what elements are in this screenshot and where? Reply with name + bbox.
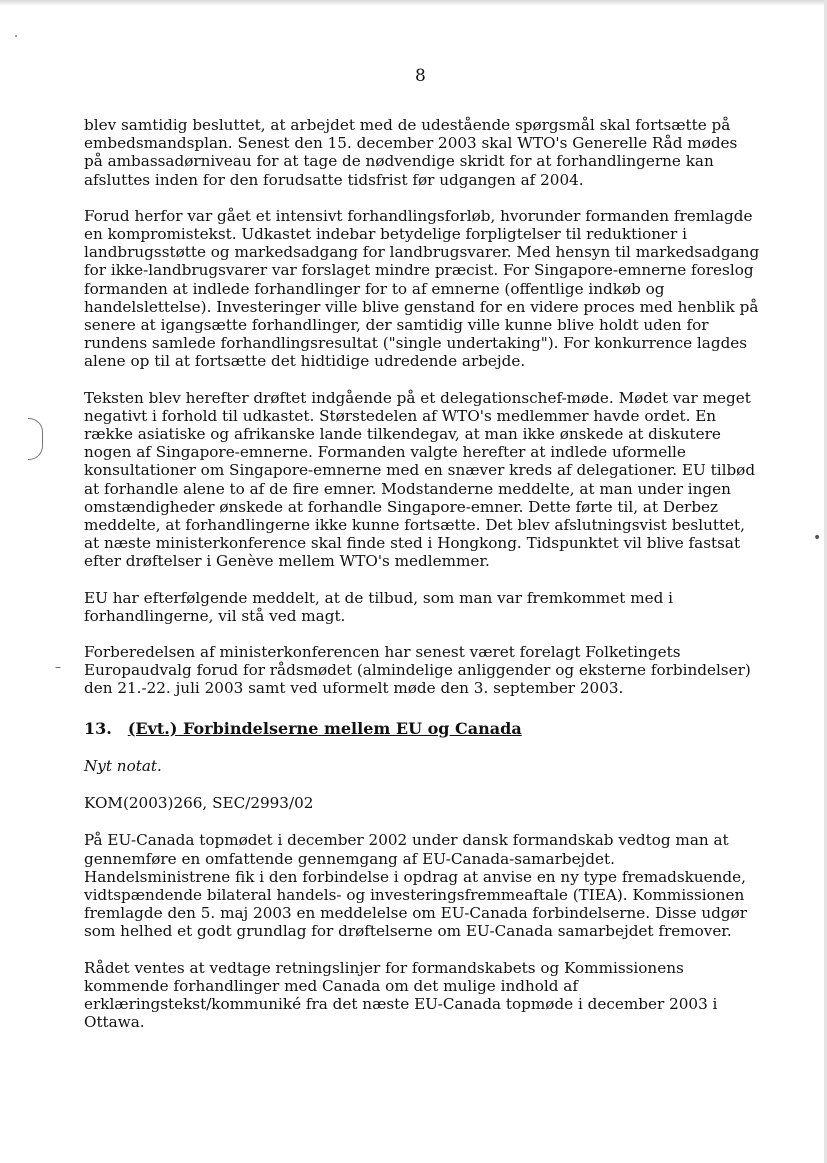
paragraph: På EU-Canada topmødet i december 2002 under dansk formandskab vedtog man at gennemføre en omfattende gennemgang af EU-Canada-samarbejdet. Handelsministrene fik i den forbindelse i opdrag at anvise en ny type fremadskuende, vidtspændende bilateral handels- og investeringsfremmeaftale (TIEA). Kommissionen fremlagde den 5. maj 2003 en meddelelse om EU-Canada forbindelserne. Disse udgør som helhed et godt grundlag for drøftelserne om EU-Canada samarbejdet fremover. bbox=[84, 831, 748, 941]
paragraph: Teksten blev herefter drøftet indgående på et delegationschef-møde. Mødet var meget negativt i forhold til udkastet. Størstedelen af WTO's medlemmer havde ordet. En række asiatiske og afrikanske lande tilkendegav, at man ikke ønskede at diskutere nogen af Singapore-emnerne. Formanden valgte herefter at indlede uformelle konsultationer om Singapore-emnerne med en snæver kreds af delegationer. EU tilbød at forhandle alene to af de fire emner. Modstanderne meddelte, at man under ingen omstændigheder ønskede at forhandle Singapore-emner. Dette førte til, at Derbez meddelte, at forhandlingerne ikke kunne fortsætte. Det blev afslutningsvist besluttet, at næste ministerkonference skal finde sted i Hongkong. Tidspunktet vil blive fastsat efter drøftelser i Genève mellem WTO's medlemmer. bbox=[84, 388, 756, 571]
scan-speck: · bbox=[14, 30, 19, 45]
paragraph: Rådet ventes at vedtage retningslinjer for formandskabets og Kommissionens kommende forhandlinger med Canada om det mulige indhold af erklæringstekst/kommuniké fra det næste EU-Canada topmøde i december 2003 i Ottawa. bbox=[84, 958, 718, 1032]
page-number: 8 bbox=[415, 66, 426, 86]
paragraph: EU har efterfølgende meddelt, at de tilbud, som man var fremkommet med i forhandlingerne, vil stå ved magt. bbox=[84, 588, 673, 625]
margin-dot-mark: • bbox=[813, 530, 822, 546]
document-body bbox=[84, 116, 760, 1049]
scan-edge-top bbox=[0, 0, 827, 6]
margin-bracket-mark bbox=[28, 418, 43, 460]
section-note: Nyt notat. bbox=[84, 756, 162, 775]
paragraph: blev samtidig besluttet, at arbejdet med de udestående spørgsmål skal fortsætte på embedsmandsplan. Senest den 15. december 2003 skal WTO's Generelle Råd mødes på ambassadørniveau for at tage de nødvendige skridt for at forhandlingerne kan afsluttes inden for den forudsatte tidsfrist før udgangen af 2004. bbox=[84, 116, 738, 189]
document-reference: KOM(2003)266, SEC/2993/02 bbox=[84, 794, 314, 813]
section-heading bbox=[84, 720, 760, 738]
paragraph: Forud herfor var gået et intensivt forhandlingsforløb, hvorunder formanden fremlagde en kompromistekst. Udkastet indebar betydelige forpligtelser til reduktioner i landbrugsstøtte og markedsadgang for landbrugsvarer. Med hensyn til markedsadgang for ikke-landbrugsvarer var forslaget mindre præcist. For Singapore-emnerne foreslog formanden at indlede forhandlinger for to af emnerne (offentlige indkøb og handelslettelse). Investeringer ville blive genstand for en videre proces med henblik på senere at igangsætte forhandlinger, der samtidig ville kunne blive holdt uden for rundens samlede forhandlingsresultat ("single undertaking"). For konkurrence lagdes alene op til at fortsætte det hidtidige udredende arbejde. bbox=[84, 206, 760, 371]
margin-dash-mark: – bbox=[55, 660, 61, 674]
section-title: (Evt.) Forbindelserne mellem EU og Canada bbox=[127, 718, 522, 738]
paragraph: Forberedelsen af ministerkonferencen har senest været forelagt Folketingets Europaudvalg forud for rådsmødet (almindelige anliggender og eksterne forbindelser) den 21.-22. juli 2003 samt ved uformelt møde den 3. september 2003. bbox=[84, 643, 751, 698]
section-number: 13. bbox=[84, 718, 112, 738]
